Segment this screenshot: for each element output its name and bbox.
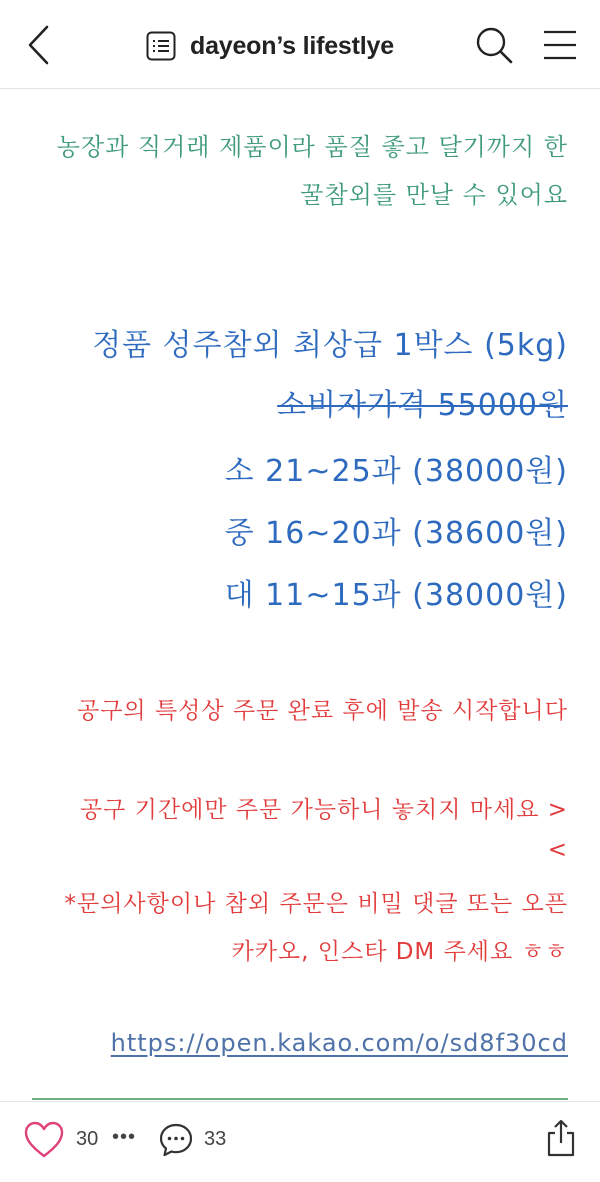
- search-icon[interactable]: [474, 25, 514, 65]
- list-icon: [146, 31, 176, 61]
- blog-title-area[interactable]: [146, 26, 394, 66]
- top-navigation-bar: [0, 0, 600, 89]
- post-action-bar: [0, 1101, 600, 1182]
- retail-price: 소비자가격 55000원: [277, 388, 568, 423]
- share-icon[interactable]: [546, 1119, 576, 1157]
- contact-notice: 카카오, 인스타 DM 주세요 ㅎㅎ: [231, 939, 568, 965]
- option-medium: 중 16~20과 (38600원): [224, 516, 568, 551]
- back-button[interactable]: [18, 22, 58, 68]
- option-small: 소 21~25과 (38000원): [224, 454, 568, 489]
- hamburger-menu-icon[interactable]: [540, 28, 580, 62]
- chevron-left-icon: [27, 25, 49, 65]
- heart-icon[interactable]: [24, 1121, 64, 1159]
- content-divider: [32, 1098, 568, 1100]
- contact-notice: *문의사항이나 참외 주문은 비밀 댓글 또는 오픈: [64, 891, 568, 917]
- more-options-button[interactable]: •••: [112, 1126, 137, 1148]
- shipping-notice: 공구의 특성상 주문 완료 후에 발송 시작합니다: [76, 698, 568, 724]
- like-count: 30: [76, 1128, 99, 1150]
- intro-text-line: 농장과 직거래 제품이라 품질 좋고 달기까지 한: [56, 133, 568, 161]
- blog-title: dayeon’s lifestlye: [190, 31, 394, 60]
- option-large: 대 11~15과 (38000원): [224, 578, 568, 613]
- order-period-notice: <: [547, 837, 568, 863]
- comment-count: 33: [204, 1128, 227, 1150]
- comment-icon[interactable]: [158, 1122, 194, 1158]
- product-title: 정품 성주참외 최상급 1박스 (5kg): [92, 328, 568, 363]
- intro-text-line: 꿀참외를 만날 수 있어요: [300, 181, 568, 209]
- kakao-open-chat-link[interactable]: https://open.kakao.com/o/sd8f30cd: [110, 1029, 568, 1057]
- order-period-notice: 공구 기간에만 주문 가능하니 놓치지 마세요 >: [79, 797, 568, 823]
